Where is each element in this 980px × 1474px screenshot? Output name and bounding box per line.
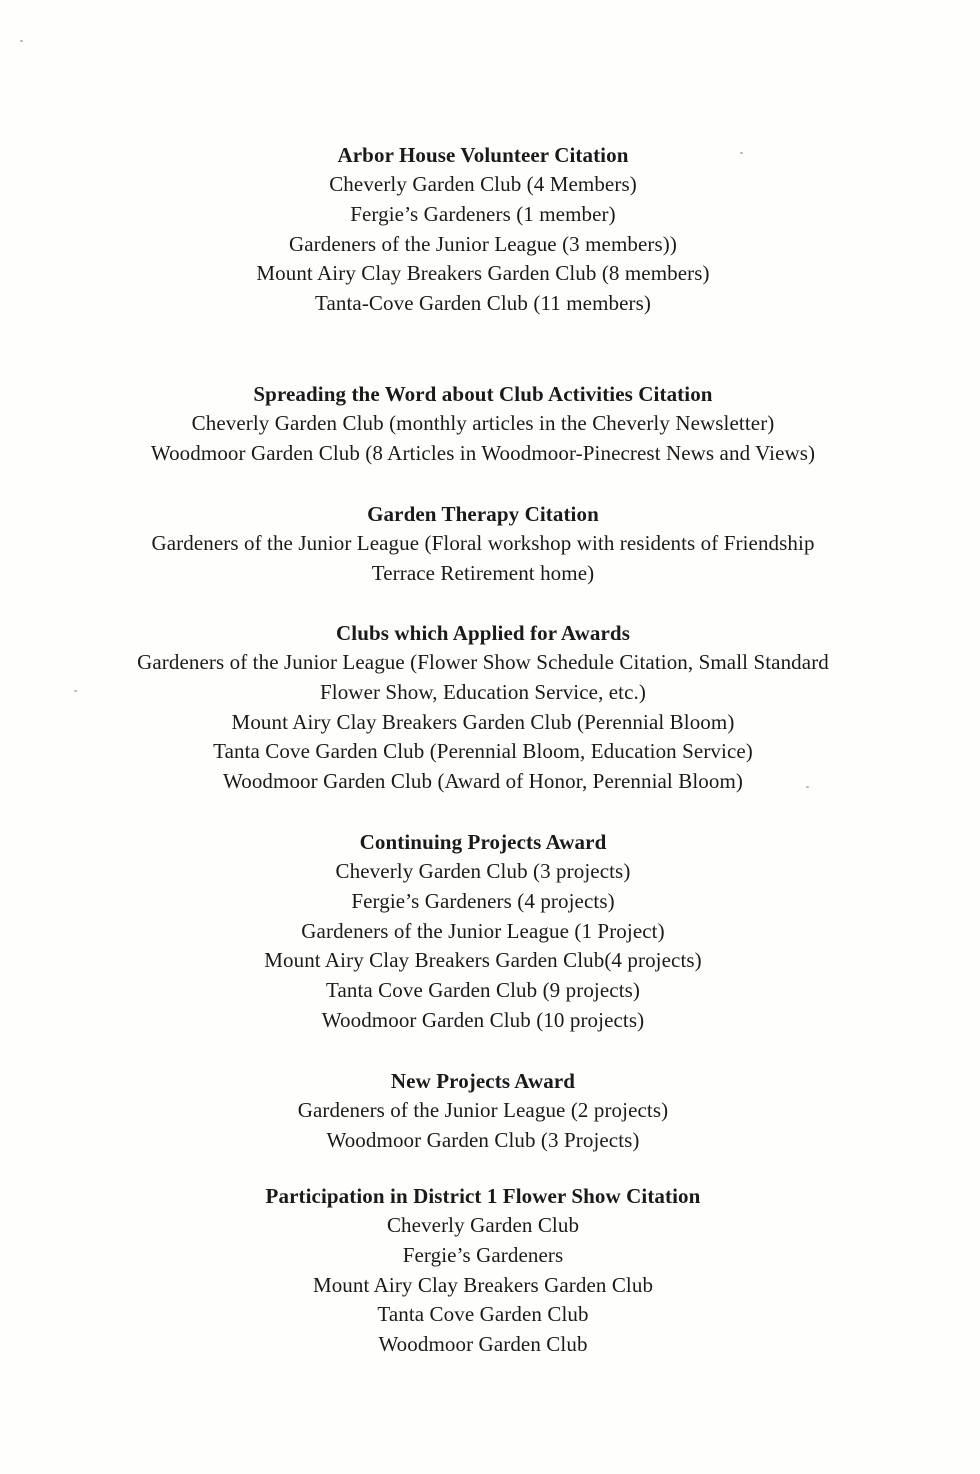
section-line: Flower Show, Education Service, etc.) (319, 679, 646, 704)
section-line: Woodmoor Garden Club (Award of Honor, Perennial Bloom) (222, 769, 743, 794)
section-line: Woodmoor Garden Club (3 Projects) (326, 1127, 640, 1152)
section-line: Mount Airy Clay Breakers Garden Club (312, 1272, 654, 1297)
scan-speck (74, 690, 77, 692)
scan-speck (740, 152, 743, 154)
section-line: Gardeners of the Junior League (1 Project) (301, 918, 665, 943)
section-line: Mount Airy Clay Breakers Garden Club (Perennial Bloom) (231, 709, 735, 734)
section-line: Terrace Retirement home) (371, 560, 595, 585)
section-line: Gardeners of the Junior League (Flower Show Schedule Citation, Small Standard (137, 650, 829, 674)
section-line: Woodmoor Garden Club (10 projects) (321, 1007, 645, 1032)
section-line: Tanta-Cove Garden Club (11 members) (315, 291, 651, 316)
section-line: Cheverly Garden Club (4 Members) (329, 172, 637, 196)
section-line: Mount Airy Clay Breakers Garden Club (8 members) (256, 261, 710, 286)
section-heading: Garden Therapy Citation (367, 502, 599, 526)
section-line: Woodmoor Garden Club (378, 1332, 588, 1357)
section-heading: Participation in District 1 Flower Show Citation (265, 1184, 701, 1208)
section-heading: Clubs which Applied for Awards (336, 621, 630, 645)
scan-speck (806, 786, 809, 788)
section-line: Tanta Cove Garden Club (9 projects) (325, 978, 641, 1003)
section-line: Gardeners of the Junior League (2 projects) (297, 1098, 669, 1122)
section-heading: Arbor House Volunteer Citation (337, 143, 629, 167)
section-line: Fergie’s Gardeners (1 member) (350, 201, 616, 226)
section-line: Woodmoor Garden Club (8 Articles in Woodmoor-Pinecrest News and Views) (150, 440, 816, 465)
section-heading: New Projects Award (390, 1069, 576, 1093)
section-line: Gardeners of the Junior League (3 members)) (289, 231, 677, 256)
section-garden-therapy (40, 499, 926, 589)
section-heading: Continuing Projects Award (359, 830, 607, 854)
section-clubs-applied (40, 618, 926, 797)
section-line: Gardeners of the Junior League (Floral workshop with residents of Friendship (151, 531, 815, 555)
section-line: Mount Airy Clay Breakers Garden Club(4 projects) (264, 948, 702, 973)
section-new-projects (40, 1066, 926, 1156)
section-line: Cheverly Garden Club (3 projects) (335, 859, 631, 883)
section-heading: Spreading the Word about Club Activities Citation (253, 382, 713, 406)
section-line: Tanta Cove Garden Club (377, 1302, 589, 1327)
section-line: Cheverly Garden Club (386, 1213, 580, 1237)
section-line: Tanta Cove Garden Club (Perennial Bloom, Education Service) (213, 739, 753, 764)
section-spreading-the-word (40, 379, 926, 469)
section-line: Fergie’s Gardeners (4 projects) (351, 888, 615, 913)
scan-speck (20, 40, 23, 42)
section-continuing-projects (40, 827, 926, 1036)
section-line: Fergie’s Gardeners (402, 1242, 564, 1267)
section-line: Cheverly Garden Club (monthly articles in the Cheverly Newsletter) (191, 411, 775, 435)
section-arbor-house (40, 140, 926, 319)
section-district-flower-show (40, 1181, 926, 1360)
